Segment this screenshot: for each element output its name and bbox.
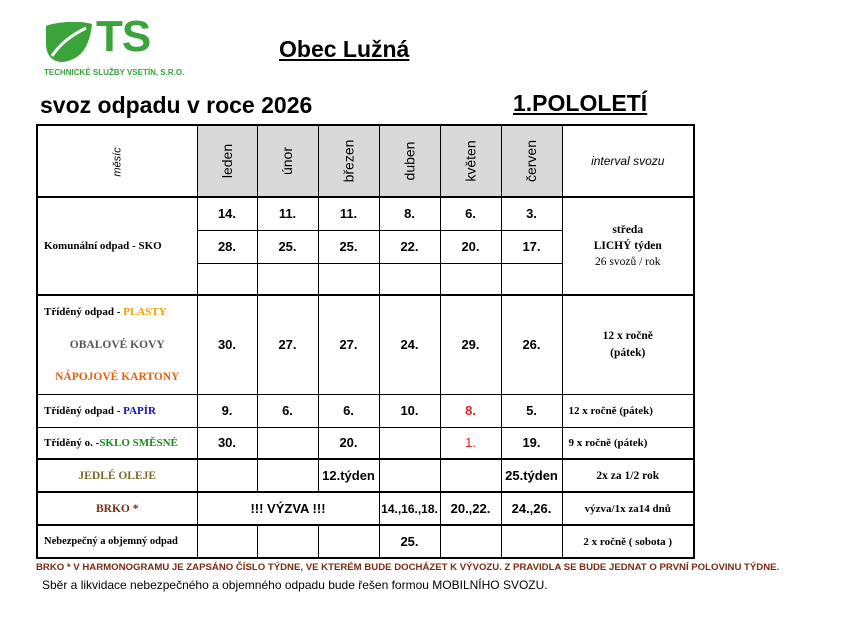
page-title: Obec Lužná xyxy=(279,36,410,62)
interval-header: interval svozu xyxy=(562,125,694,197)
month-header: leden xyxy=(197,125,257,197)
date-cell-highlight: 8. xyxy=(440,394,501,427)
date-cell: 8. xyxy=(379,197,440,230)
empty-cell xyxy=(501,525,562,558)
oleje-interval: 2x za 1/2 rok xyxy=(562,459,694,492)
leaf-logo-icon xyxy=(44,20,94,64)
date-cell: 20.,22. xyxy=(440,492,501,525)
papir-label: Tříděný odpad - PAPÍR xyxy=(37,394,197,427)
month-header: květen xyxy=(440,125,501,197)
empty-cell xyxy=(379,263,440,295)
empty-cell xyxy=(440,263,501,295)
brko-row xyxy=(37,492,694,525)
date-cell: 30. xyxy=(197,295,257,394)
month-header: červen xyxy=(501,125,562,197)
sko-interval-count: 26 svozů / rok xyxy=(595,256,661,268)
logo-letters: TS xyxy=(96,12,151,61)
date-cell: 29. xyxy=(440,295,501,394)
date-cell xyxy=(257,427,318,459)
date-cell: 20. xyxy=(318,427,379,459)
date-cell: 14.,16.,18. xyxy=(379,492,440,525)
brko-vyzva: !!! VÝZVA !!! xyxy=(197,492,379,525)
date-cell: 30. xyxy=(197,427,257,459)
week-cell: 12.týden xyxy=(318,459,379,492)
mobile-note: Sběr a likvidace nebezpečného a objemného odpadu bude řešen formou MOBILNÍHO SVOZU. xyxy=(42,578,548,592)
sko-interval-week: LICHÝ týden xyxy=(593,240,662,252)
brko-label: BRKO * xyxy=(37,492,197,525)
plasty-label: Tříděný odpad - PLASTY xyxy=(37,295,197,328)
papir-interval: 12 x ročně (pátek) xyxy=(562,394,694,427)
empty-cell xyxy=(440,525,501,558)
date-cell: 27. xyxy=(257,295,318,394)
plasty-interval xyxy=(562,295,694,394)
date-cell: 25. xyxy=(318,230,379,263)
date-cell: 25. xyxy=(257,230,318,263)
brko-note: BRKO * V HARMONOGRAMU JE ZAPSÁNO ČÍSLO TÝDNE, VE KTERÉM BUDE DOCHÁZET K VÝVOZU. Z PRAVIDLA SE BUDE JEDNAT O PRVNÍ POLOVINU TÝDNE. xyxy=(36,562,780,573)
date-cell: 11. xyxy=(318,197,379,230)
month-header: březen xyxy=(318,125,379,197)
sko-label: Komunální odpad - SKO xyxy=(37,197,197,295)
date-cell: 5. xyxy=(501,394,562,427)
kartony-label: NÁPOJOVÉ KARTONY xyxy=(37,361,197,394)
plasty-interval-line1: 12 x ročně xyxy=(602,329,653,342)
date-cell: 10. xyxy=(379,394,440,427)
date-cell: 26. xyxy=(501,295,562,394)
sko-interval xyxy=(562,197,694,295)
sklo-interval: 9 x ročně (pátek) xyxy=(562,427,694,459)
empty-cell xyxy=(257,459,318,492)
sklo-row xyxy=(37,427,694,459)
empty-cell xyxy=(197,459,257,492)
empty-cell xyxy=(318,525,379,558)
mesic-header: měsíc xyxy=(37,125,197,197)
empty-cell xyxy=(318,263,379,295)
date-cell: 6. xyxy=(318,394,379,427)
papir-row xyxy=(37,394,694,427)
date-cell-highlight: 1. xyxy=(440,427,501,459)
date-cell: 28. xyxy=(197,230,257,263)
sko-row-1 xyxy=(37,197,694,230)
oleje-label: JEDLÉ OLEJE xyxy=(37,459,197,492)
date-cell: 19. xyxy=(501,427,562,459)
kovy-label: OBALOVÉ KOVY xyxy=(37,328,197,361)
plasty-interval-line2: (pátek) xyxy=(610,346,646,359)
header-row xyxy=(37,125,694,197)
oleje-row xyxy=(37,459,694,492)
plasty-row-1 xyxy=(37,295,694,328)
schedule-table xyxy=(36,124,695,559)
date-cell: 24.,26. xyxy=(501,492,562,525)
date-cell: 11. xyxy=(257,197,318,230)
empty-cell xyxy=(501,263,562,295)
brko-interval: výzva/1x za14 dnů xyxy=(562,492,694,525)
date-cell: 6. xyxy=(257,394,318,427)
empty-cell xyxy=(257,525,318,558)
date-cell: 14. xyxy=(197,197,257,230)
date-cell: 20. xyxy=(440,230,501,263)
week-cell: 25.týden xyxy=(501,459,562,492)
date-cell: 17. xyxy=(501,230,562,263)
date-cell: 9. xyxy=(197,394,257,427)
empty-cell xyxy=(197,263,257,295)
date-cell: 25. xyxy=(379,525,440,558)
date-cell: 3. xyxy=(501,197,562,230)
date-cell: 24. xyxy=(379,295,440,394)
sklo-label: Tříděný o. -SKLO SMĚSNÉ xyxy=(37,427,197,459)
date-cell: 22. xyxy=(379,230,440,263)
nebezpecny-interval: 2 x ročně ( sobota ) xyxy=(562,525,694,558)
company-logo xyxy=(44,12,185,82)
month-header: únor xyxy=(257,125,318,197)
sko-interval-day: středa xyxy=(612,224,644,236)
empty-cell xyxy=(440,459,501,492)
empty-cell xyxy=(379,459,440,492)
date-cell xyxy=(379,427,440,459)
empty-cell xyxy=(257,263,318,295)
period-label: 1.POLOLETÍ xyxy=(513,90,648,116)
month-header: duben xyxy=(379,125,440,197)
date-cell: 6. xyxy=(440,197,501,230)
nebezpecny-row xyxy=(37,525,694,558)
nebezpecny-label: Nebezpečný a objemný odpad xyxy=(37,525,197,558)
date-cell: 27. xyxy=(318,295,379,394)
page-subtitle: svoz odpadu v roce 2026 xyxy=(40,92,313,118)
logo-subtitle: TECHNICKÉ SLUŽBY VSETÍN, S.R.O. xyxy=(44,68,185,77)
empty-cell xyxy=(197,525,257,558)
